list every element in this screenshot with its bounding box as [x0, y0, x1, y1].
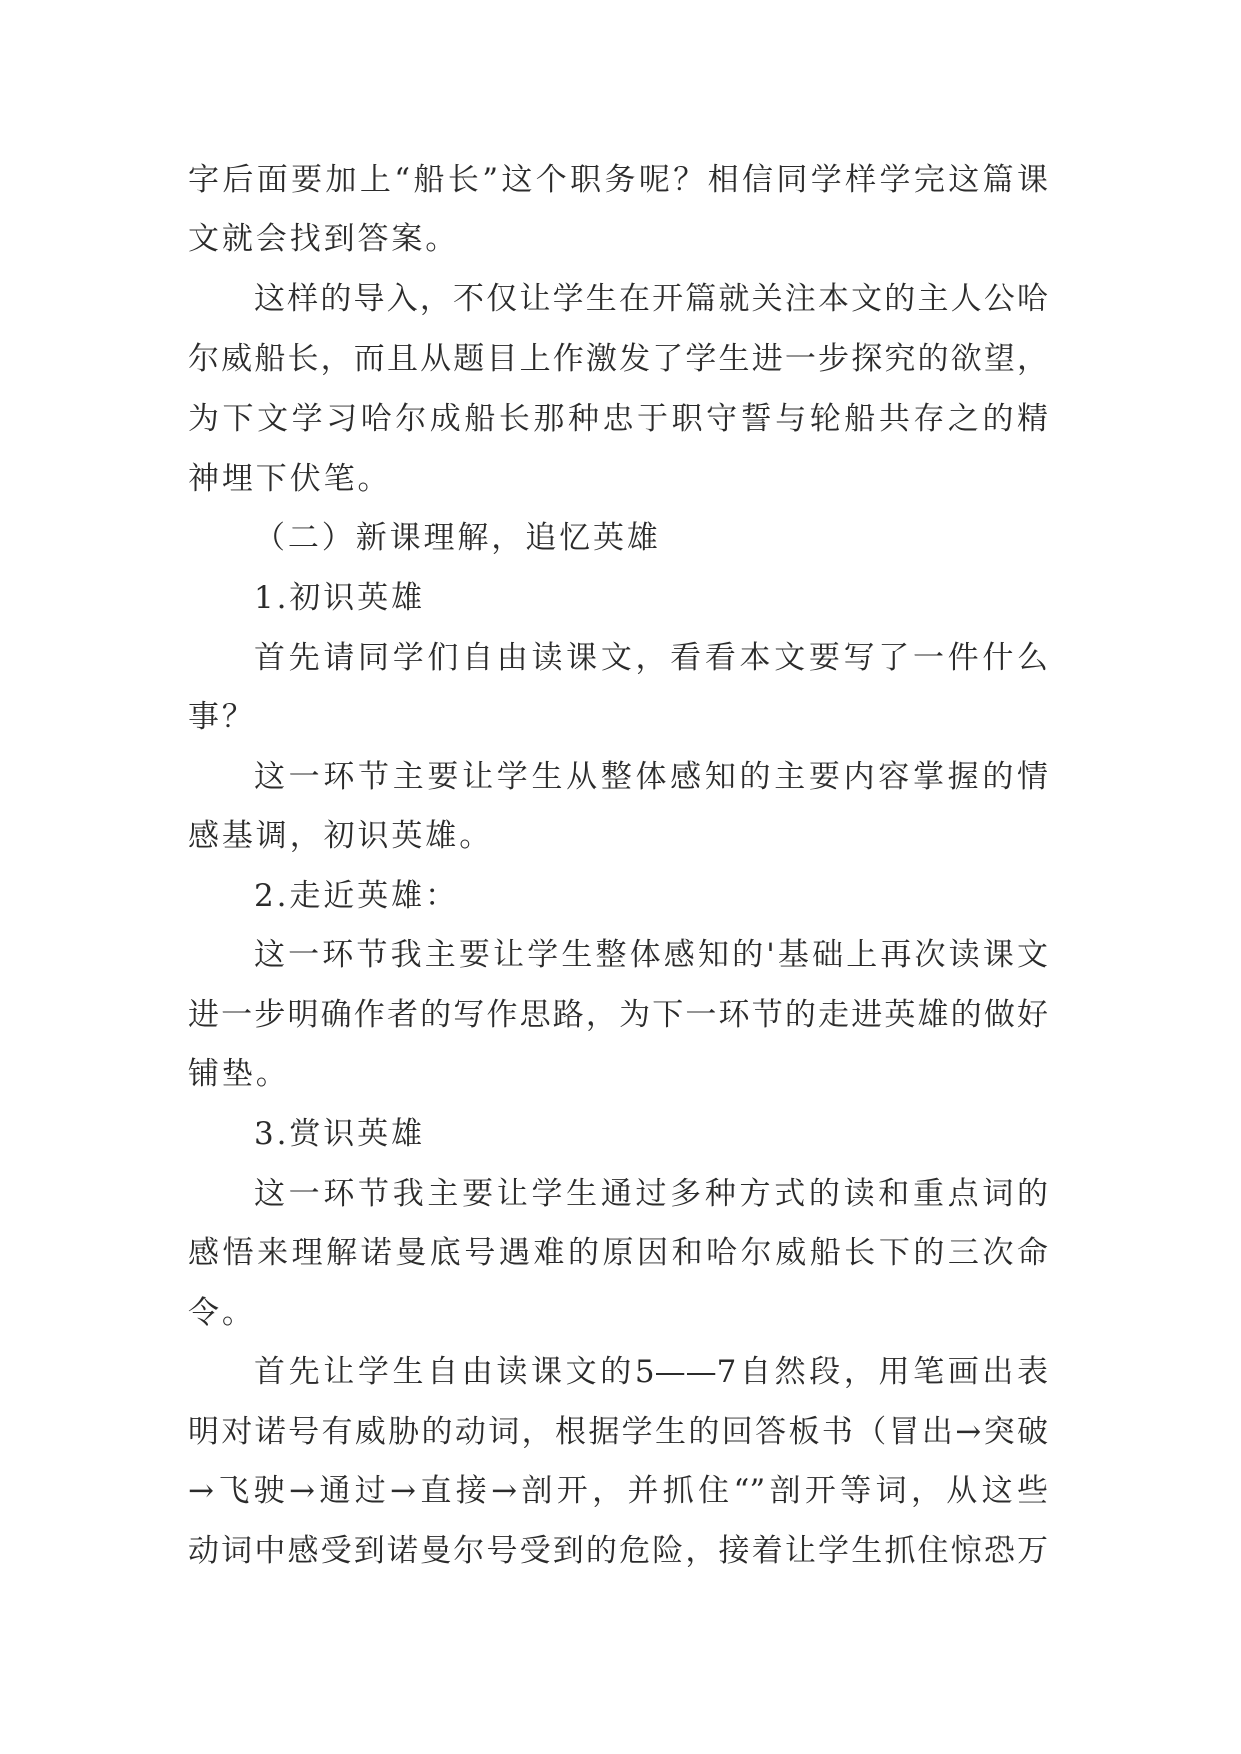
text-line: 令。 — [188, 1295, 256, 1331]
text-line: 文就会找到答案。 — [188, 221, 460, 257]
subsection-heading: 1.初识英雄 — [254, 580, 425, 616]
text-line: 首先请同学们自由读课文，看看本文要写了一件什么 — [254, 640, 1048, 676]
text-line: 动词中感受到诺曼尔号受到的危险，接着让学生抓住惊恐万 — [188, 1533, 1048, 1569]
text-line: 这样的导入，不仅让学生在开篇就关注本文的主人公哈 — [254, 281, 1048, 317]
text-line: 感悟来理解诺曼底号遇难的原因和哈尔威船长下的三次命 — [188, 1235, 1048, 1271]
text-line: 这一环节我主要让学生通过多种方式的读和重点词的 — [254, 1176, 1048, 1212]
text-line: →飞驶→通过→直接→剖开，并抓住“”剖开等词，从这些 — [188, 1473, 1048, 1509]
text-line: 字后面要加上“船长”这个职务呢？相信同学样学完这篇课 — [188, 162, 1048, 198]
text-line: 神埋下伏笔。 — [188, 461, 392, 497]
text-line: 为下文学习哈尔成船长那种忠于职守誓与轮船共存之的精 — [188, 401, 1048, 437]
text-line: 感基调，初识英雄。 — [188, 818, 494, 854]
text-line: 进一步明确作者的写作思路，为下一环节的走进英雄的做好 — [188, 997, 1048, 1033]
text-line: 这一环节我主要让学生整体感知的'基础上再次读课文 — [254, 937, 1048, 973]
text-line: 首先让学生自由读课文的5——7自然段，用笔画出表 — [254, 1354, 1048, 1390]
text-line: 事？ — [188, 699, 256, 735]
section-heading: （二）新课理解，追忆英雄 — [254, 520, 661, 556]
text-line: 明对诺号有威胁的动词，根据学生的回答板书（冒出→突破 — [188, 1414, 1048, 1450]
text-line: 这一环节主要让学生从整体感知的主要内容掌握的情 — [254, 759, 1048, 795]
subsection-heading: 3.赏识英雄 — [254, 1116, 425, 1152]
text-line: 铺垫。 — [188, 1056, 290, 1092]
subsection-heading: 2.走近英雄： — [254, 878, 459, 914]
text-line: 尔威船长，而且从题目上作激发了学生进一步探究的欲望， — [188, 341, 1048, 377]
